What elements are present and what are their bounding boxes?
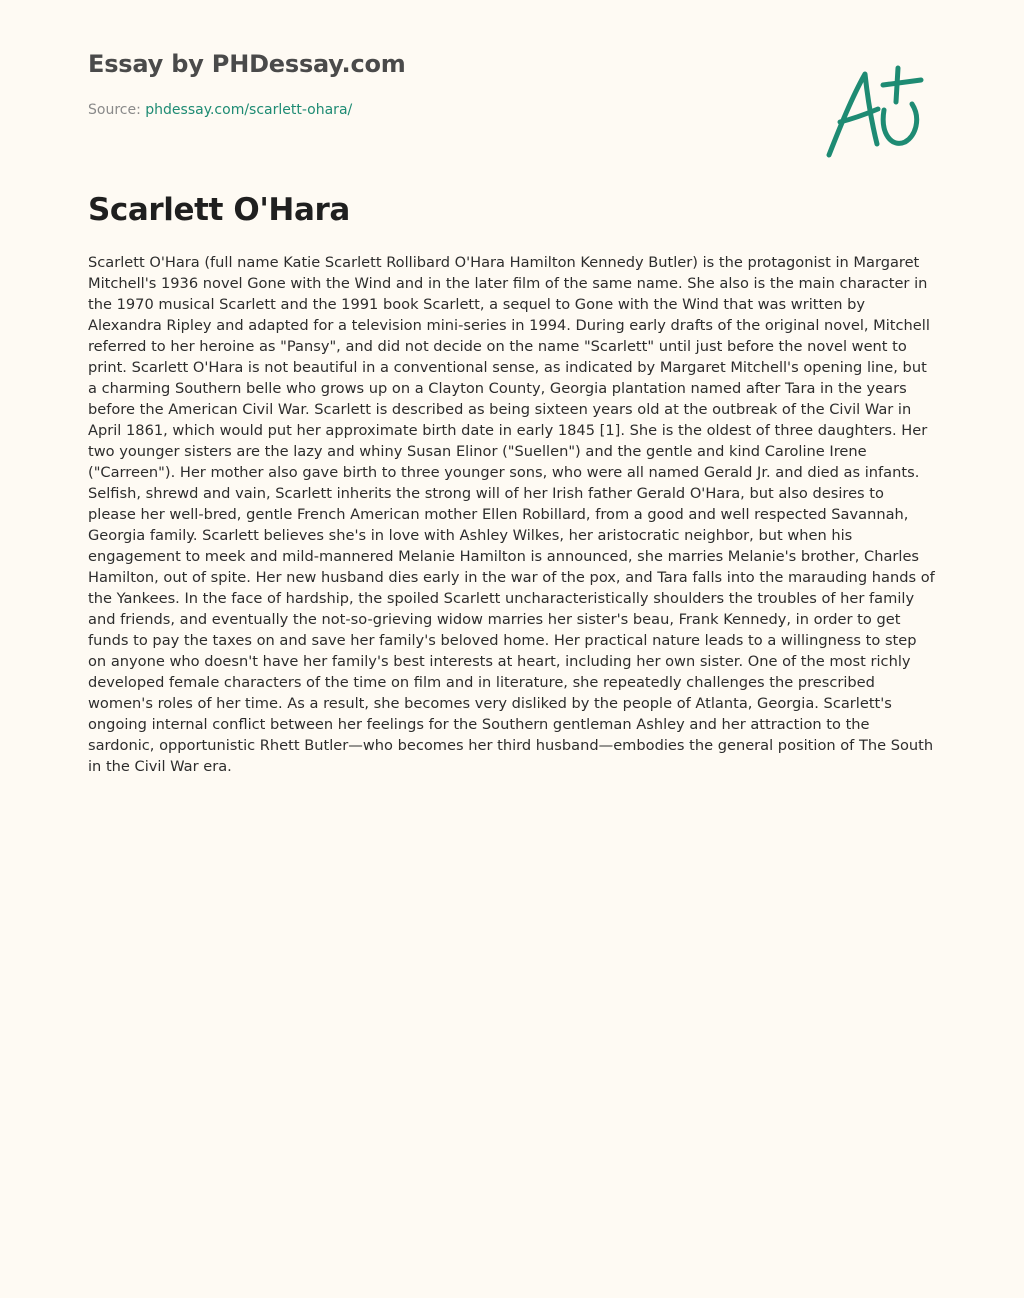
page-header xyxy=(88,46,788,120)
a-plus-logo-icon xyxy=(820,62,930,162)
source-label: Source: xyxy=(88,102,146,118)
site-title: Essay by PHDessay.com xyxy=(88,50,406,78)
essay-body: Scarlett O'Hara (full name Katie Scarlett Rollibard O'Hara Hamilton Kennedy Butler) is the protagonist in Margaret Mitchell's 1936 novel Gone with the Wind and in the later film of the same name. She also is the main character in the 1970 musical Scarlett and the 1991 book Scarlett, a sequel to Gone with the Wind that was written by Alexandra Ripley and adapted for a television mini-series in 1994. During early drafts of the original novel, Mitchell referred to her heroine as "Pansy", and did not decide on the name "Scarlett" until just before the novel went to print. Scarlett O'Hara is not beautiful in a conventional sense, as indicated by Margaret Mitchell's opening line, but a charming Southern belle who grows up on a Clayton County, Georgia plantation named after Tara in the years before the American Civil War. Scarlett is described as being sixteen years old at the outbreak of the Civil War in April 1861, which would put her approximate birth date in early 1845 [1]. She is the oldest of three daughters. Her two younger sisters are the lazy and whiny Susan Elinor ("Suellen") and the gentle and kind Caroline Irene ("Carreen"). Her mother also gave birth to three younger sons, who were all named Gerald Jr. and died as infants. Selfish, shrewd and vain, Scarlett inherits the strong will of her Irish father Gerald O'Hara, but also desires to please her well-bred, gentle French American mother Ellen Robillard, from a good and well respected Savannah, Georgia family. Scarlett believes she's in love with Ashley Wilkes, her aristocratic neighbor, but when his engagement to meek and mild-mannered Melanie Hamilton is announced, she marries Melanie's brother, Charles Hamilton, out of spite. Her new husband dies early in the war of the pox, and Tara falls into the marauding hands of the Yankees. In the face of hardship, the spoiled Scarlett uncharacteristically shoulders the troubles of her family and friends, and eventually the not-so-grieving widow marries her sister's beau, Frank Kennedy, in order to get funds to pay the taxes on and save her family's beloved home. Her practical nature leads to a willingness to step on anyone who doesn't have her family's best interests at heart, including her own sister. One of the most richly developed female characters of the time on film and in literature, she repeatedly challenges the prescribed women's roles of her time. As a result, she becomes very disliked by the people of Atlanta, Georgia. Scarlett's ongoing internal conflict between her feelings for the Southern gentleman Ashley and her attraction to the sardonic, opportunistic Rhett Butler—who becomes her third husband—embodies the general position of The South in the Civil War era. xyxy=(88,254,935,775)
source-link[interactable]: phdessay.com/scarlett-ohara/ xyxy=(145,102,353,118)
source-line xyxy=(88,100,788,120)
essay-title: Scarlett O'Hara xyxy=(88,192,350,228)
